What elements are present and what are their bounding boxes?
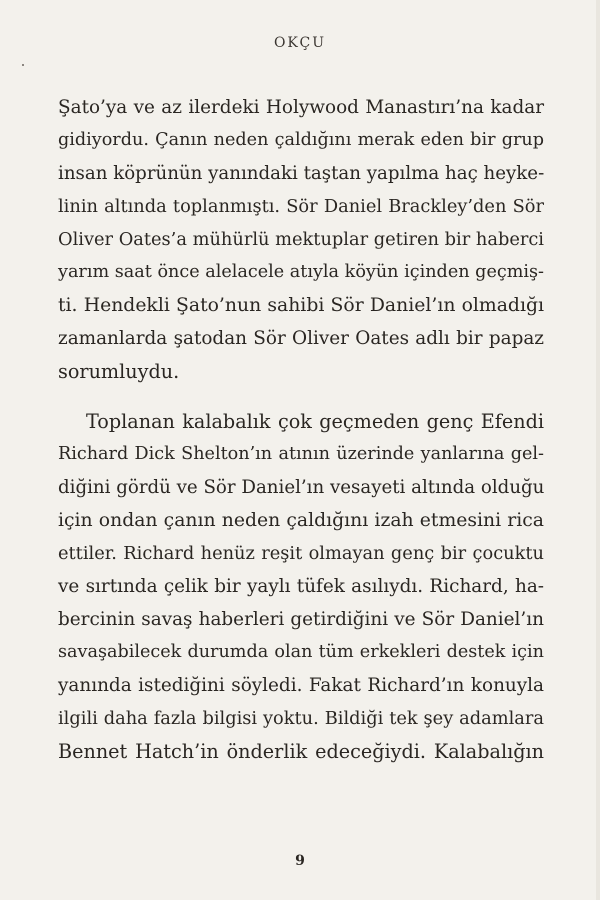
text-line: gidiyordu. Çanın neden çaldığını merak eden bir grup xyxy=(58,130,544,150)
page-number: 9 xyxy=(295,853,305,869)
text-line: Bennet Hatch’in önderlik edeceğiydi. Kalabalığın xyxy=(58,740,544,763)
text-line: yanında istediğini söyledi. Fakat Richard’ın konuyla xyxy=(58,675,544,696)
text-line: ve sırtında çelik bir yaylı tüfek asılıydı. Richard, ha- xyxy=(58,576,544,597)
text-line: için ondan çanın neden çaldığını izah etmesini rica xyxy=(58,510,544,531)
text-line: Toplanan kalabalık çok geçmeden genç Efendi xyxy=(86,410,544,433)
text-line: ilgili daha fazla bilgisi yoktu. Bildiği tek şey adamlara xyxy=(58,708,544,729)
text-line: Oliver Oates’a mühürlü mektuplar getiren bir haberci xyxy=(58,229,544,250)
text-line: savaşabilecek durumda olan tüm erkekleri destek için xyxy=(58,642,544,662)
page-speck xyxy=(22,64,24,66)
text-line: ettiler. Richard henüz reşit olmayan genç bir çocuktu xyxy=(58,543,544,564)
running-header: OKÇU xyxy=(273,35,327,51)
paragraph-1 xyxy=(58,91,544,388)
text-line: Richard Dick Shelton’ın atının üzerinde yanlarına gel- xyxy=(58,444,544,464)
text-line: sorumluydu. xyxy=(58,360,180,383)
text-line: yarım saat önce alelacele atıyla köyün içinden geçmiş- xyxy=(58,262,544,282)
text-line: ti. Hendekli Şato’nun sahibi Sör Daniel’ın olmadığı xyxy=(58,295,544,316)
text-line: linin altında toplanmıştı. Sör Daniel Brackley’den Sör xyxy=(58,196,544,217)
text-line: zamanlarda şatodan Sör Oliver Oates adlı bir papaz xyxy=(58,328,544,349)
text-line: bercinin savaş haberleri getirdiğini ve Sör Daniel’ın xyxy=(58,609,544,630)
text-line: Şato’ya ve az ilerdeki Holywood Manastırı’na kadar xyxy=(58,97,544,118)
page-edge xyxy=(596,0,600,900)
body-text xyxy=(58,91,544,768)
paragraph-gap xyxy=(58,388,544,405)
text-line: diğini gördü ve Sör Daniel’ın vesayeti altında olduğu xyxy=(58,477,545,498)
paragraph-2 xyxy=(58,405,544,768)
text-line: insan köprünün yanındaki taştan yapılma haç heyke- xyxy=(58,163,545,184)
